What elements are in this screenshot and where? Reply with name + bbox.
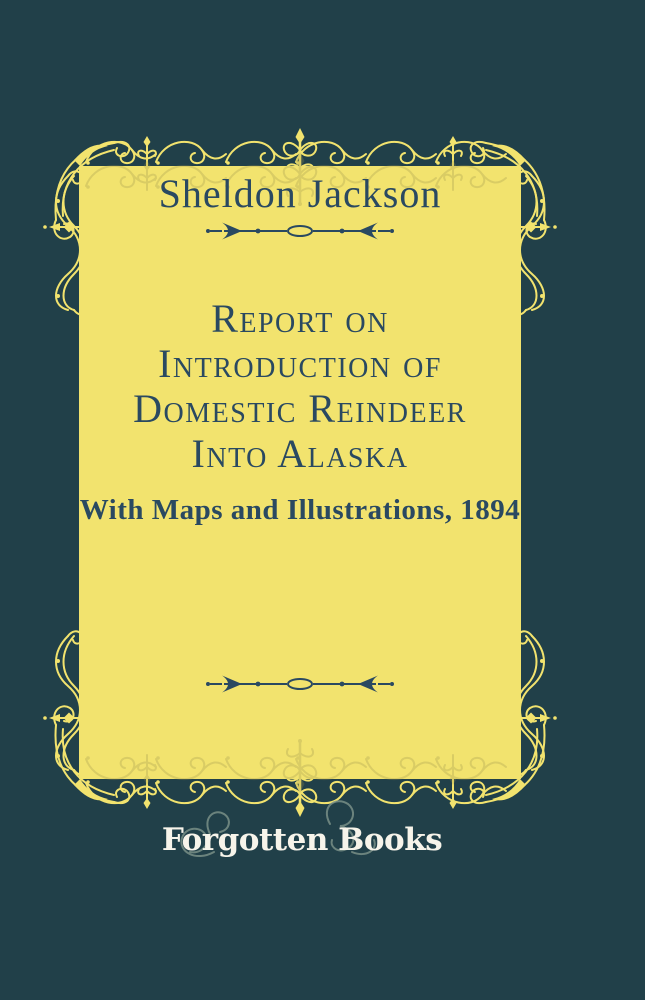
arrow-divider-icon bbox=[205, 219, 395, 243]
title-line: Domestic Reindeer bbox=[133, 386, 467, 431]
book-title bbox=[0, 296, 600, 476]
title-line: Report on bbox=[211, 296, 389, 341]
title-line: Into Alaska bbox=[191, 431, 409, 476]
arrow-divider-icon bbox=[205, 672, 395, 696]
title-line: Introduction of bbox=[158, 341, 442, 386]
book-subtitle: With Maps and Illustrations, 1894 bbox=[79, 494, 521, 526]
publisher-logo: Forgotten Books bbox=[161, 822, 443, 858]
author-name: Sheldon Jackson bbox=[158, 171, 442, 216]
